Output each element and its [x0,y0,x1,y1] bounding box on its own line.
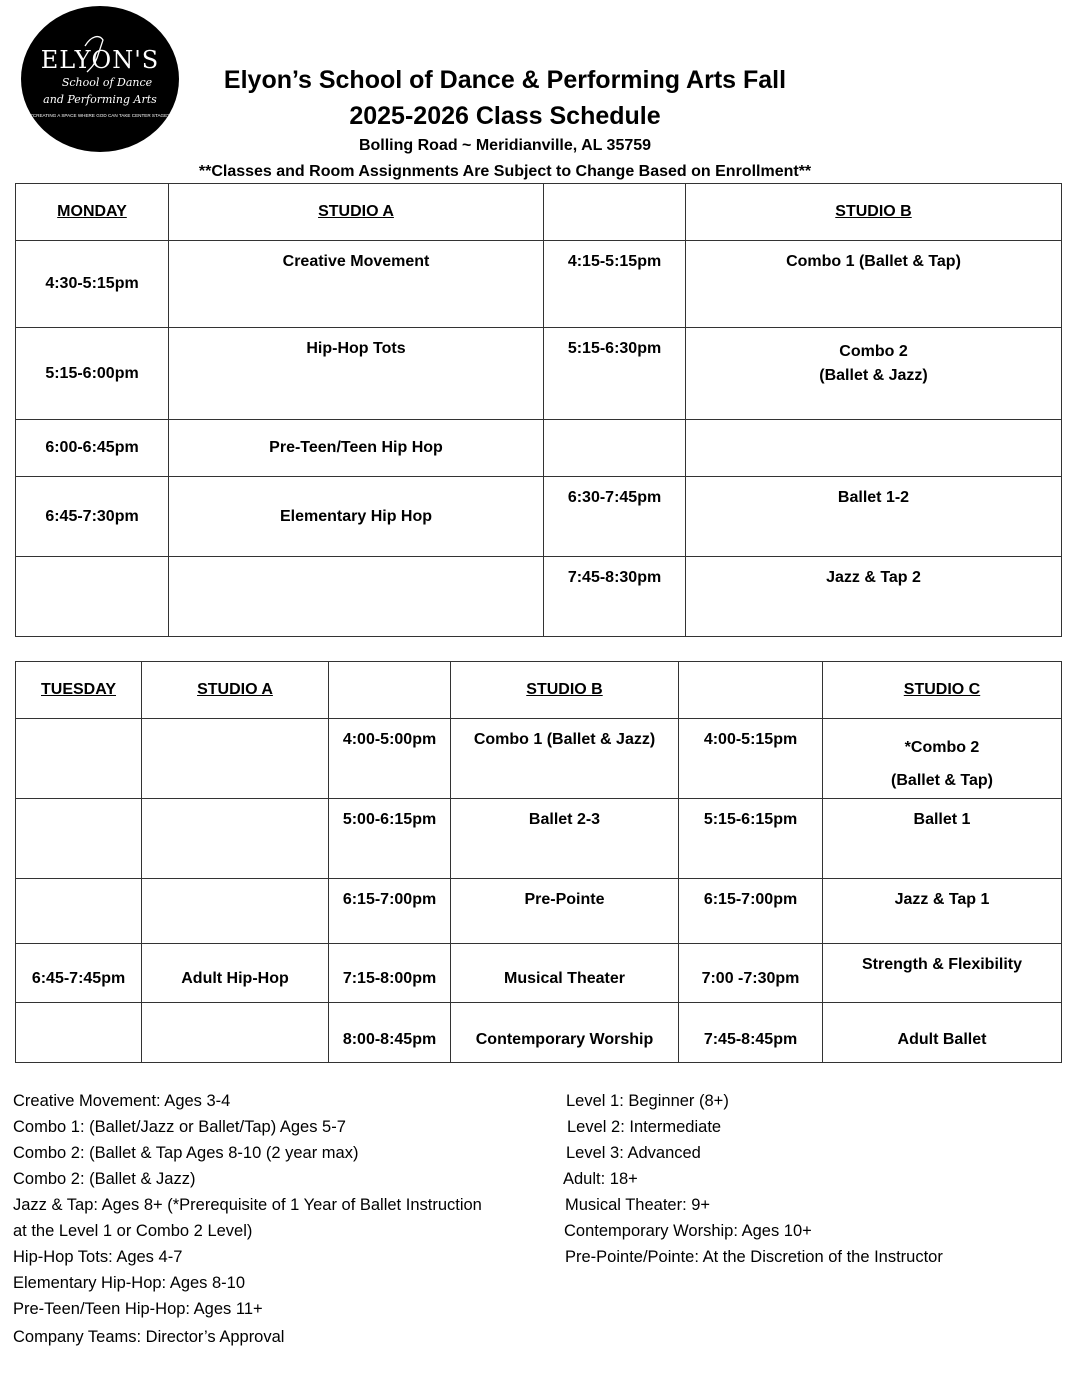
time-cell [16,719,142,799]
note-line: Elementary Hip-Hop: Ages 8-10 [13,1274,246,1292]
note-line: Hip-Hop Tots: Ages 4-7 [13,1248,183,1266]
class-cell [142,799,329,879]
time-cell: 6:30-7:45pm [544,477,686,557]
time-cell [16,1003,142,1063]
table-row [16,1003,1062,1063]
class-cell [686,420,1062,477]
class-line: Combo 2 [839,343,908,360]
header-studio-b: STUDIO B [451,662,679,719]
logo-script-line1: School of Dance [61,76,153,89]
note-line: at the Level 1 or Combo 2 Level) [13,1222,253,1240]
note-line: Pre-Teen/Teen Hip-Hop: Ages 11+ [13,1300,263,1318]
time-cell [16,879,142,944]
table-row [16,241,1062,328]
monday-schedule-table [15,183,1062,637]
time-cell [16,799,142,879]
time-cell [544,420,686,477]
school-logo [21,6,179,152]
header-day-tuesday: TUESDAY [16,662,142,719]
page-title-line2: 2025-2026 Class Schedule [349,102,661,130]
table-row [16,477,1062,557]
class-cell: Hip-Hop Tots [169,328,544,420]
class-cell: Jazz & Tap 2 [686,557,1062,637]
note-line: Level 3: Advanced [566,1144,701,1162]
class-cell: Ballet 1 [823,799,1062,879]
note-line: Combo 2: (Ballet & Tap Ages 8-10 (2 year max) [13,1144,359,1162]
class-age-notes [13,1088,482,1350]
level-age-notes [563,1088,943,1270]
class-cell [142,879,329,944]
address: Bolling Road ~ Meridianville, AL 35759 [358,137,652,154]
header-blank [329,662,451,719]
class-line: *Combo 2 [904,739,980,756]
table-row [16,557,1062,637]
logo-tagline: "CREATING A SPACE WHERE GOD CAN TAKE CENTER STAGE" [31,113,169,118]
time-cell: 6:15-7:00pm [329,879,451,944]
note-line: Contemporary Worship: Ages 10+ [564,1222,812,1240]
class-cell: Elementary Hip Hop [169,477,544,557]
time-cell: 7:45-8:30pm [544,557,686,637]
time-cell: 6:15-7:00pm [679,879,823,944]
class-line: (Ballet & Jazz) [819,367,928,384]
header-day-monday: MONDAY [16,184,169,241]
class-cell: Contemporary Worship [451,1003,679,1063]
table-row [16,719,1062,799]
class-cell: Creative Movement [169,241,544,328]
header-studio-b: STUDIO B [686,184,1062,241]
table-row [16,328,1062,420]
class-cell: Musical Theater [451,944,679,1003]
header-blank [679,662,823,719]
time-cell: 5:15-6:00pm [16,328,169,420]
class-cell [823,719,1062,799]
time-cell: 4:00-5:00pm [329,719,451,799]
class-cell: Pre-Teen/Teen Hip Hop [169,420,544,477]
class-cell [169,557,544,637]
time-cell: 5:15-6:30pm [544,328,686,420]
time-cell: 7:45-8:45pm [679,1003,823,1063]
table-header-row [16,184,1062,241]
class-cell: Strength & Flexibility [823,944,1062,1003]
class-cell: Jazz & Tap 1 [823,879,1062,944]
time-cell: 7:00 -7:30pm [679,944,823,1003]
logo-title: ELYON'S [40,46,160,74]
note-line: Combo 2: (Ballet & Jazz) [13,1170,196,1188]
note-line: Pre-Pointe/Pointe: At the Discretion of the Instructor [565,1248,943,1266]
header-blank [544,184,686,241]
note-line: Company Teams: Director’s Approval [13,1328,285,1346]
header-studio-a: STUDIO A [142,662,329,719]
time-cell: 5:15-6:15pm [679,799,823,879]
note-line: Adult: 18+ [563,1170,638,1188]
tuesday-schedule-table [15,661,1062,1063]
note-line: Creative Movement: Ages 3-4 [13,1092,231,1110]
note-line: Level 1: Beginner (8+) [566,1092,729,1110]
header-studio-c: STUDIO C [823,662,1062,719]
class-cell [142,719,329,799]
time-cell: 8:00-8:45pm [329,1003,451,1063]
time-cell: 4:00-5:15pm [679,719,823,799]
class-cell [686,328,1062,420]
time-cell: 4:30-5:15pm [16,241,169,328]
note-line: Jazz & Tap: Ages 8+ (*Prerequisite of 1 Year of Ballet Instruction [13,1196,482,1214]
class-cell [142,1003,329,1063]
table-row [16,879,1062,944]
enrollment-notice: **Classes and Room Assignments Are Subject to Change Based on Enrollment** [198,163,812,180]
table-row [16,944,1062,1003]
time-cell: 6:45-7:45pm [16,944,142,1003]
note-line: Combo 1: (Ballet/Jazz or Ballet/Tap) Ages 5-7 [13,1118,346,1136]
time-cell: 5:00-6:15pm [329,799,451,879]
time-cell: 7:15-8:00pm [329,944,451,1003]
table-row [16,420,1062,477]
class-cell: Ballet 1-2 [686,477,1062,557]
class-line: (Ballet & Tap) [891,772,993,789]
class-cell: Adult Ballet [823,1003,1062,1063]
time-cell [16,557,169,637]
header-studio-a: STUDIO A [169,184,544,241]
note-line: Level 2: Intermediate [567,1118,722,1136]
class-cell: Ballet 2-3 [451,799,679,879]
table-row [16,799,1062,879]
class-cell: Combo 1 (Ballet & Tap) [686,241,1062,328]
table-header-row [16,662,1062,719]
note-line: Musical Theater: 9+ [565,1196,711,1214]
time-cell: 6:00-6:45pm [16,420,169,477]
time-cell: 4:15-5:15pm [544,241,686,328]
class-cell: Adult Hip-Hop [142,944,329,1003]
class-cell: Combo 1 (Ballet & Jazz) [451,719,679,799]
class-cell: Pre-Pointe [451,879,679,944]
time-cell: 6:45-7:30pm [16,477,169,557]
logo-script-line2: and Performing Arts [43,93,157,106]
page-title-line1: Elyon’s School of Dance & Performing Arts Fall [223,66,787,94]
